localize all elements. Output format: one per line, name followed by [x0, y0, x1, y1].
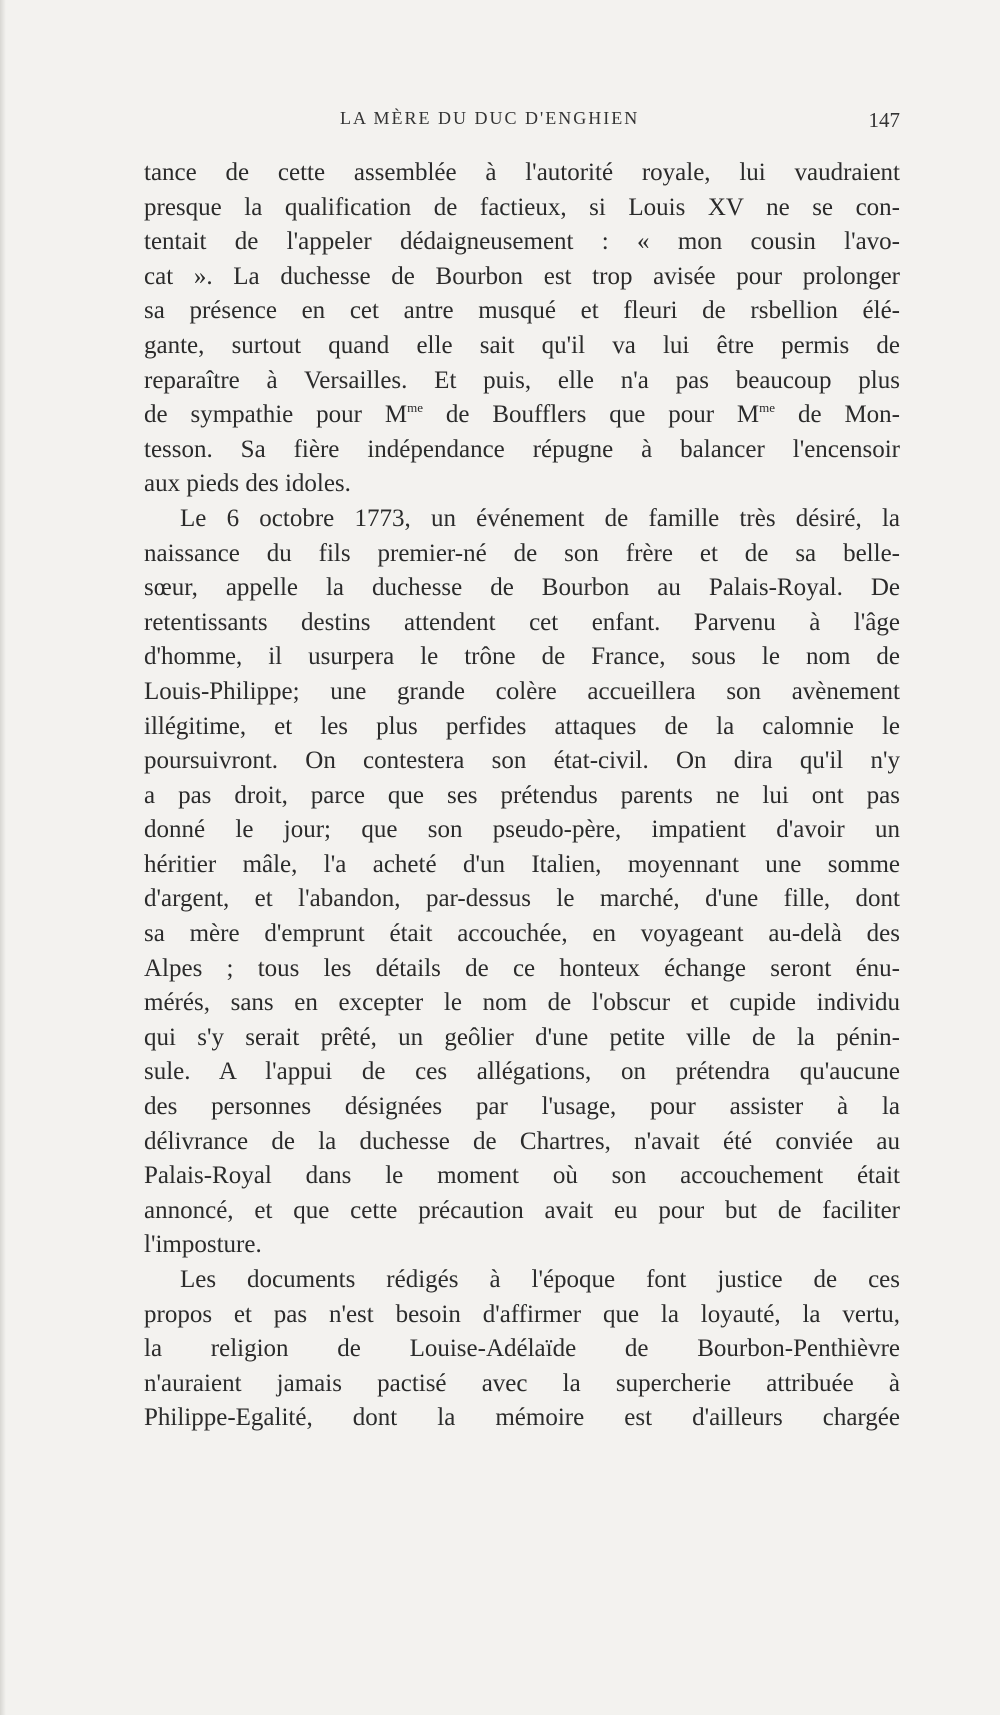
- text-line: a pas droit, parce que ses prétendus parents ne lui ont pas: [144, 781, 900, 809]
- superscript: me: [407, 400, 423, 416]
- body-text: [144, 156, 900, 1436]
- text-line: sœur, appelle la duchesse de Bourbon au Palais-Royal. De: [144, 574, 900, 602]
- text-line: d'homme, il usurpera le trône de France, sous le nom de: [144, 643, 900, 671]
- text-line: Alpes ; tous les détails de ce honteux échange seront énu-: [144, 954, 900, 982]
- text-line: Les documents rédigés à l'époque font justice de ces: [180, 1266, 900, 1293]
- text-line: tance de cette assemblée à l'autorité royale, lui vaudraient: [144, 159, 900, 186]
- text-line: cat ». La duchesse de Bourbon est trop avisée pour prolonger: [144, 262, 900, 290]
- text-line: héritier mâle, l'a acheté d'un Italien, moyennant une somme: [144, 850, 900, 878]
- text-line: la religion de Louise-Adélaïde de Bourbon-Penthièvre: [144, 1335, 900, 1363]
- page-number: 147: [868, 108, 900, 132]
- text-line: sa présence en cet antre musqué et fleuri de rsbellion élé-: [144, 297, 900, 325]
- text-line: tentait de l'appeler dédaigneusement : « mon cousin l'avo-: [144, 228, 900, 256]
- text-line: n'auraient jamais pactisé avec la supercherie attribuée à: [144, 1369, 900, 1397]
- text-line: sule. A l'appui de ces allégations, on prétendra qu'aucune: [144, 1058, 900, 1086]
- text-line: gante, surtout quand elle sait qu'il va lui être permis de: [144, 331, 900, 359]
- page-edge-shadow: [0, 0, 6, 1715]
- text-line: presque la qualification de factieux, si Louis XV ne se con-: [144, 193, 900, 221]
- text-line: poursuivront. On contestera son état-civil. On dira qu'il n'y: [144, 747, 900, 775]
- text-line: mérés, sans en excepter le nom de l'obscur et cupide individu: [144, 989, 900, 1017]
- text-line: annoncé, et que cette précaution avait eu pour but de faciliter: [144, 1196, 900, 1224]
- text-line: retentissants destins attendent cet enfant. Parvenu à l'âge: [144, 608, 900, 636]
- text-line: reparaître à Versailles. Et puis, elle n'a pas beaucoup plus: [144, 366, 900, 394]
- text-line: sa mère d'emprunt était accouchée, en voyageant au-delà des: [144, 920, 900, 948]
- text-line: des personnes désignées par l'usage, pour assister à la: [144, 1093, 900, 1121]
- text-line: illégitime, et les plus perfides attaques de la calomnie le: [144, 712, 900, 740]
- text-line: délivrance de la duchesse de Chartres, n'avait été conviée au: [144, 1127, 900, 1155]
- superscript: me: [759, 400, 776, 416]
- text-line: qui s'y serait prêté, un geôlier d'une petite ville de la pénin-: [144, 1023, 900, 1051]
- text-line: propos et pas n'est besoin d'affirmer que la loyauté, la vertu,: [144, 1300, 900, 1328]
- text-line: aux pieds des idoles.: [144, 470, 351, 498]
- text-line: Palais-Royal dans le moment où son accouchement était: [144, 1162, 900, 1190]
- text-line: naissance du fils premier-né de son frère et de sa belle-: [144, 539, 900, 567]
- text-line: tesson. Sa fière indépendance répugne à balancer l'encensoir: [144, 435, 900, 463]
- text-line: donné le jour; que son pseudo-père, impatient d'avoir un: [144, 816, 900, 844]
- text-line: l'imposture.: [144, 1231, 262, 1259]
- page-header: [340, 108, 900, 138]
- running-title: LA MÈRE DU DUC D'ENGHIEN: [340, 108, 640, 128]
- text-line: d'argent, et l'abandon, par-dessus le marché, d'une fille, dont: [144, 885, 900, 913]
- text-line: Philippe-Egalité, dont la mémoire est d'ailleurs chargée: [144, 1404, 900, 1432]
- text-line: Louis-Philippe; une grande colère accueillera son avènement: [144, 677, 900, 705]
- text-line: de sympathie pour $M^{me}$ de Boufflers que pour $M^{me}$ de Mon-: [144, 400, 900, 429]
- text-line: Le 6 octobre 1773, un événement de famille très désiré, la: [180, 504, 900, 532]
